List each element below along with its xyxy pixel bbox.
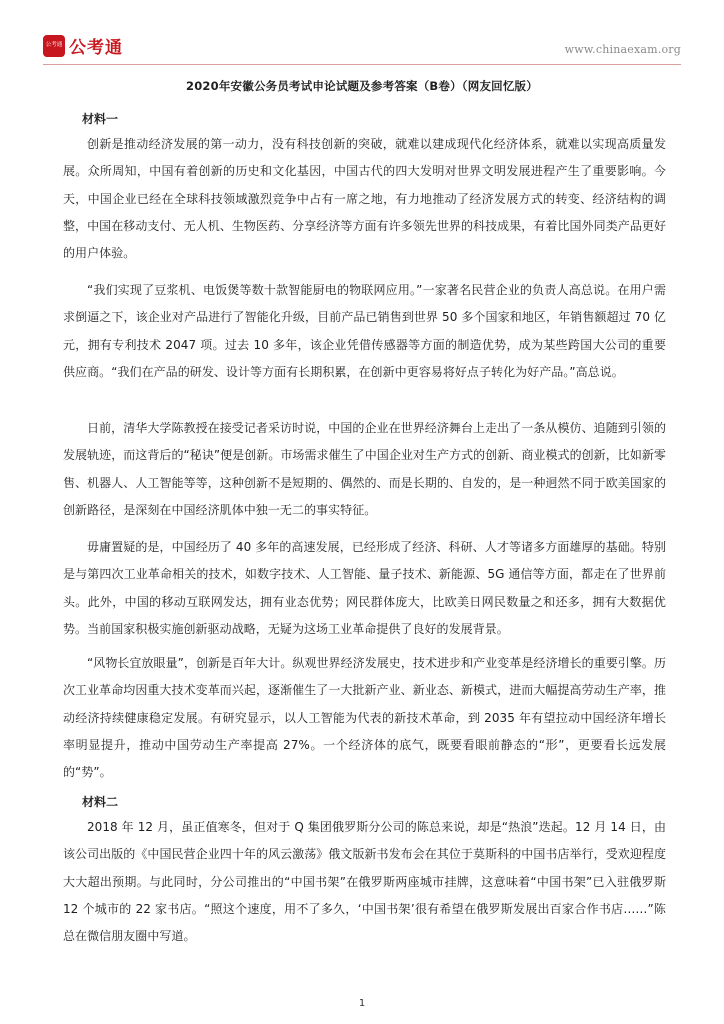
header-divider: [43, 64, 681, 65]
logo-badge-icon: 公考通: [43, 35, 65, 57]
brand-logo[interactable]: [43, 33, 123, 58]
paragraph: 2018 年 12 月，虽正值寒冬，但对于 Q 集团俄罗斯分公司的陈总来说，却是“热浪”迭起。12 月 14 日，由该公司出版的《中国民营企业四十年的风云激荡》俄文版新书发布会在其位于莫斯科的中国书店举行，受欢迎程度大大超出预期。与此同时，分公司推出的“中国书架”在俄罗斯两座城市挂牌，这意味着“中国书架”已入驻俄罗斯 12 个城市的 22 家书店。“照这个速度，用不了多久，‘中国书架’很有希望在俄罗斯发展出百家合作书店……”陈总在微信朋友圈中写道。: [63, 820, 666, 944]
paragraph: 毋庸置疑的是，中国经历了 40 多年的高速发展，已经形成了经济、科研、人才等诸多方面雄厚的基础。特别是与第四次工业革命相关的技术，如数字技术、人工智能、量子技术、新能源、5G 通信等方面，都走在了世界前头。此外，中国的移动互联网发达，拥有业态优势；网民群体庞大，比欧美日网民数量之和还多，拥有大数据优势。当前国家积极实施创新驱动战略，无疑为这场工业革命提供了良好的发展背景。: [63, 540, 666, 636]
logo-text: 公考通: [69, 38, 123, 58]
section-heading: 材料一: [82, 112, 119, 126]
paragraph: 创新是推动经济发展的第一动力，没有科技创新的突破，就难以建成现代化经济体系，就难以实现高质量发展。众所周知，中国有着创新的历史和文化基因，中国古代的四大发明对世界文明发展进程产生了重要影响。今天，中国企业已经在全球科技领域激烈竞争中占有一席之地，有力地推动了经济发展方式的转变、经济结构的调整，中国在移动支付、无人机、生物医药、分享经济等方面有许多领先世界的科技成果，有着比国外同类产品更好的用户体验。: [63, 137, 666, 261]
page-header: [43, 33, 681, 63]
document-title: 2020年安徽公务员考试申论试题及参考答案（B卷）（网友回忆版）: [186, 79, 538, 93]
paragraph: 日前，清华大学陈教授在接受记者采访时说，中国的企业在世界经济舞台上走出了一条从模仿、追随到引领的发展轨迹，而这背后的“秘诀”便是创新。市场需求催生了中国企业对生产方式的创新、商业模式的创新，比如新零售、机器人、人工智能等等，这种创新不是短期的、偶然的、而是长期的、自发的，是一种迥然不同于欧美国家的创新路径，是深刻在中国经济肌体中独一无二的事实特征。: [63, 421, 666, 517]
page-number: 1: [358, 998, 366, 1009]
paragraph: “风物长宜放眼量”，创新是百年大计。纵观世界经济发展史，技术进步和产业变革是经济增长的重要引擎。历次工业革命均因重大技术变革而兴起，逐渐催生了一大批新产业、新业态、新模式，进而大幅提高劳动生产率，推动经济持续健康稳定发展。有研究显示，以人工智能为代表的新技术革命，到 2035 年有望拉动中国经济年增长率明显提升，推动中国劳动生产率提高 27%。一个经济体的底气，既要看眼前静态的“形”，更要看长远发展的“势”。: [63, 656, 666, 780]
paragraph: “我们实现了豆浆机、电饭煲等数十款智能厨电的物联网应用。”一家著名民营企业的负责人高总说。在用户需求倒逼之下，该企业对产品进行了智能化升级，目前产品已销售到世界 50 多个国家和地区，年销售额超过 70 亿元，拥有专利技术 2047 项。过去 10 多年，该企业凭借传感器等方面的制造优势，成为某些跨国大公司的重要供应商。“我们在产品的研发、设计等方面有长期积累，在创新中更容易将好点子转化为好产品。”高总说。: [63, 283, 666, 379]
section-heading: 材料二: [82, 795, 119, 809]
site-url-link[interactable]: www.chinaexam.org: [564, 43, 681, 56]
